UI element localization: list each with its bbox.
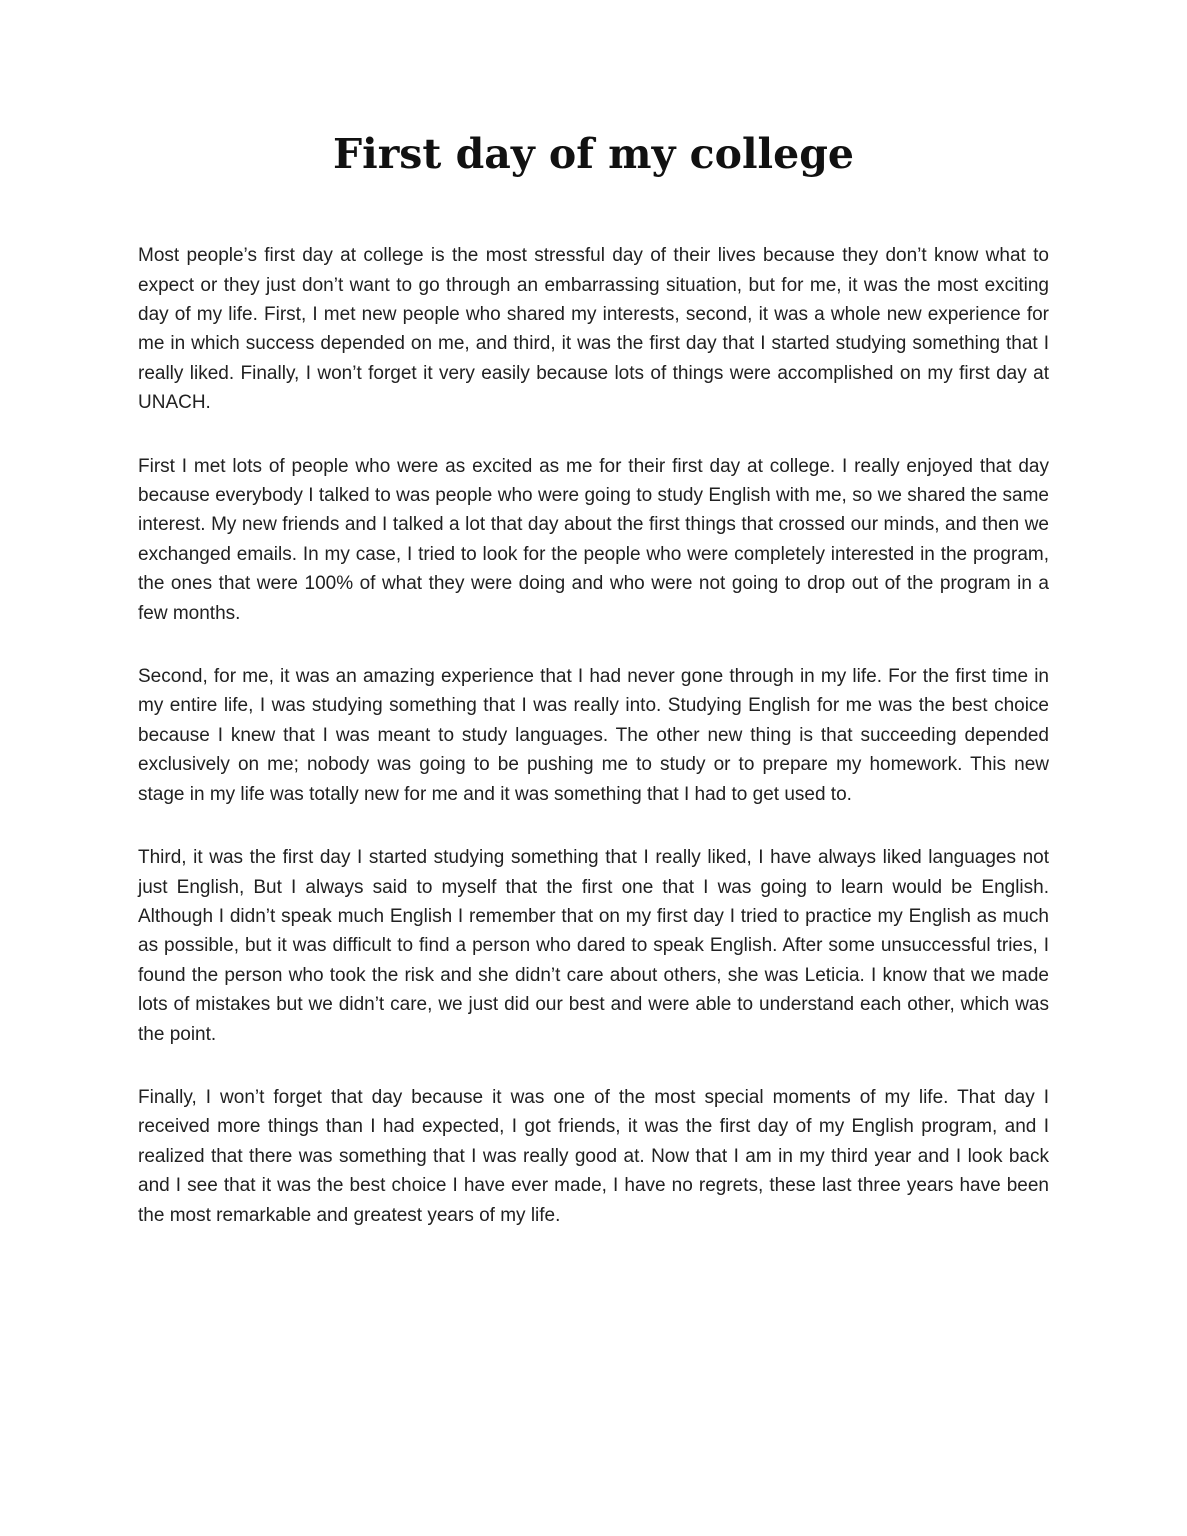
essay-paragraph-4: Third, it was the first day I started studying something that I really liked, I have always liked languages not just English, But I always said to myself that the first one that I was going to learn would be English. Although I didn’t speak much English I remember that on my first day I tried to practice my English as much as possible, but it was difficult to find a person who dared to speak English. After some unsuccessful tries, I found the person who took the risk and she didn’t care about others, she was Leticia. I know that we made lots of mistakes but we didn’t care, we just did our best and were able to understand each other, which was the point. [138,847,1049,1045]
document-title: First day of my college [333,130,854,178]
essay-paragraph-2: First I met lots of people who were as excited as me for their first day at college. I really enjoyed that day because everybody I talked to was people who were going to study English with me, so we shared the same interest. My new friends and I talked a lot that day about the first things that crossed our minds, and then we exchanged emails. In my case, I tried to look for the people who were completely interested in the program, the ones that were 100% of what they were doing and who were not going to drop out of the program in a few months. [138,455,1049,624]
essay-body [138,241,1049,1230]
essay-paragraph-1: Most people’s first day at college is the most stressful day of their lives because they don’t know what to expect or they just don’t want to go through an embarrassing situation, but for me, it was the most exciting day of my life. First, I met new people who shared my interests, second, it was a whole new experience for me in which success depended on me, and third, it was the first day that I started studying something that I really liked. Finally, I won’t forget it very easily because lots of things were accomplished on my first day at UNACH. [138,245,1049,414]
essay-paragraph-3: Second, for me, it was an amazing experience that I had never gone through in my life. For the first time in my entire life, I was studying something that I was really into. Studying English for me was the best choice because I knew that I was meant to study languages. The other new thing is that succeeding depended exclusively on me; nobody was going to be pushing me to study or to prepare my homework. This new stage in my life was totally new for me and it was something that I had to get used to. [138,666,1049,805]
essay-paragraph-5: Finally, I won’t forget that day because it was one of the most special moments of my life. That day I received more things than I had expected, I got friends, it was the first day of my English program, and I realized that there was something that I was really good at. Now that I am in my third year and I look back and I see that it was the best choice I have ever made, I have no regrets, these last three years have been the most remarkable and greatest years of my life. [138,1086,1049,1226]
